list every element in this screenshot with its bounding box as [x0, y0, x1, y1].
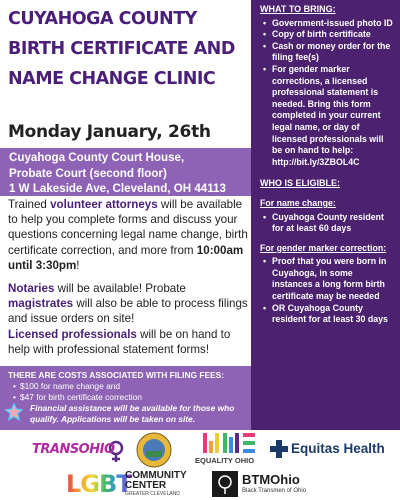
costs-list — [8, 381, 251, 403]
volunteer-attorneys-text: volunteer attorneys — [50, 198, 158, 211]
bring-item: • Government-issued photo ID — [272, 18, 394, 30]
what-to-bring-list — [260, 18, 394, 169]
gender-marker-list — [260, 256, 394, 326]
text: will be on hand to help with professional statement forms! — [8, 327, 231, 356]
hours-text: 10:00am until 3:30pm — [8, 243, 244, 272]
name-change-header: For name change: — [260, 197, 336, 208]
equality-ohio-logo — [195, 433, 265, 467]
sponsor-logos — [0, 430, 400, 500]
star-icon — [5, 403, 23, 421]
title-line-3: NAME CHANGE CLINIC — [8, 69, 216, 89]
lgbt-community-center-logo — [66, 470, 206, 500]
cost-item: • $47 for birth certificate correction — [22, 392, 251, 403]
venue-box — [0, 148, 251, 196]
btm-ohio-text: BTMOhio — [242, 472, 300, 487]
flyer-title — [8, 4, 248, 94]
title-line-2: BIRTH CERTIFICATE AND — [8, 39, 235, 59]
venue-line-3: 1 W Lakeside Ave, Cleveland, OH 44113 — [9, 182, 226, 195]
text: will be available! Probate — [54, 282, 186, 296]
notaries-paragraph — [8, 281, 251, 357]
attorneys-paragraph — [8, 197, 251, 273]
venue-line-1: Cuyahoga County Court House, — [9, 151, 185, 164]
text: Trained — [8, 198, 51, 211]
name-change-list — [260, 212, 394, 235]
title-line-1: CUYAHOGA COUNTY — [8, 9, 197, 29]
equitas-health-text: Equitas Health — [291, 441, 385, 456]
bring-item: • Copy of birth certificate — [272, 29, 394, 41]
licensed-professionals-text: Licensed professionals — [8, 327, 137, 341]
transohio-text: TRANSOHIO — [32, 442, 115, 457]
cost-item: • $100 for name change and — [22, 381, 251, 392]
bring-item — [272, 64, 394, 168]
lgbt-text: LGBT — [66, 470, 132, 498]
greater-cleveland-text: GREATER CLEVELAND — [125, 491, 180, 497]
equality-ohio-text: EQUALITY OHIO — [195, 456, 255, 465]
what-to-bring-header: WHAT TO BRING: — [260, 4, 336, 14]
eligibility-item: • OR Cuyahoga County resident for at least 30 days — [272, 303, 394, 326]
transohio-logo — [30, 434, 130, 464]
bring-item: • Cash or money order for the filing fee(s) — [272, 41, 394, 64]
info-sidebar — [251, 0, 400, 430]
magistrates-text: magistrates — [8, 297, 74, 311]
btm-ohio-icon — [212, 471, 238, 497]
text: will be available to help you complete forms and discuss your questions concerning legal name change, birth certificate correction, and more from — [8, 198, 248, 257]
center-text: CENTER — [125, 480, 167, 491]
event-description — [8, 197, 251, 365]
financial-assistance-note: Financial assistance will be available for those who qualify. Applications will be taken on site. — [30, 403, 235, 424]
eligibility-item: • Cuyahoga County resident for at least 60 days — [272, 212, 394, 235]
gender-marker-header: For gender marker correction: — [260, 242, 387, 253]
costs-header: THERE ARE COSTS ASSOCIATED WITH FILING FEES: — [8, 370, 225, 380]
bring-item-text: For gender marker corrections, a licensed professional statement is needed. Bring this form completed in your current legal name, or day of licensed professionals will be on hand to help: — [272, 63, 384, 156]
equitas-health-logo — [270, 438, 395, 462]
equitas-plus-icon — [270, 440, 288, 458]
equality-bars-icon — [203, 433, 255, 453]
statement-form-link[interactable]: http://bit.ly/3ZBOL4C — [272, 156, 360, 167]
btm-ohio-logo — [212, 471, 322, 499]
event-date: Monday January, 26th — [8, 122, 211, 142]
text: will also be able to process filings and issue orders on site! — [8, 297, 248, 326]
btm-ohio-subtitle: Black Transmen of Ohio — [242, 488, 307, 494]
community-text: COMMUNITY — [125, 470, 187, 481]
county-seal-icon — [136, 432, 172, 468]
who-is-eligible-header: WHO IS ELIGIBLE: — [260, 178, 340, 189]
notaries-text: Notaries — [8, 282, 55, 296]
eligibility-item: • Proof that you were born in Cuyahoga, in some instances a long form birth certificate may be needed — [272, 256, 394, 302]
text: ! — [76, 258, 80, 272]
costs-box — [0, 366, 251, 430]
venue-line-2: Probate Court (second floor) — [9, 166, 167, 180]
